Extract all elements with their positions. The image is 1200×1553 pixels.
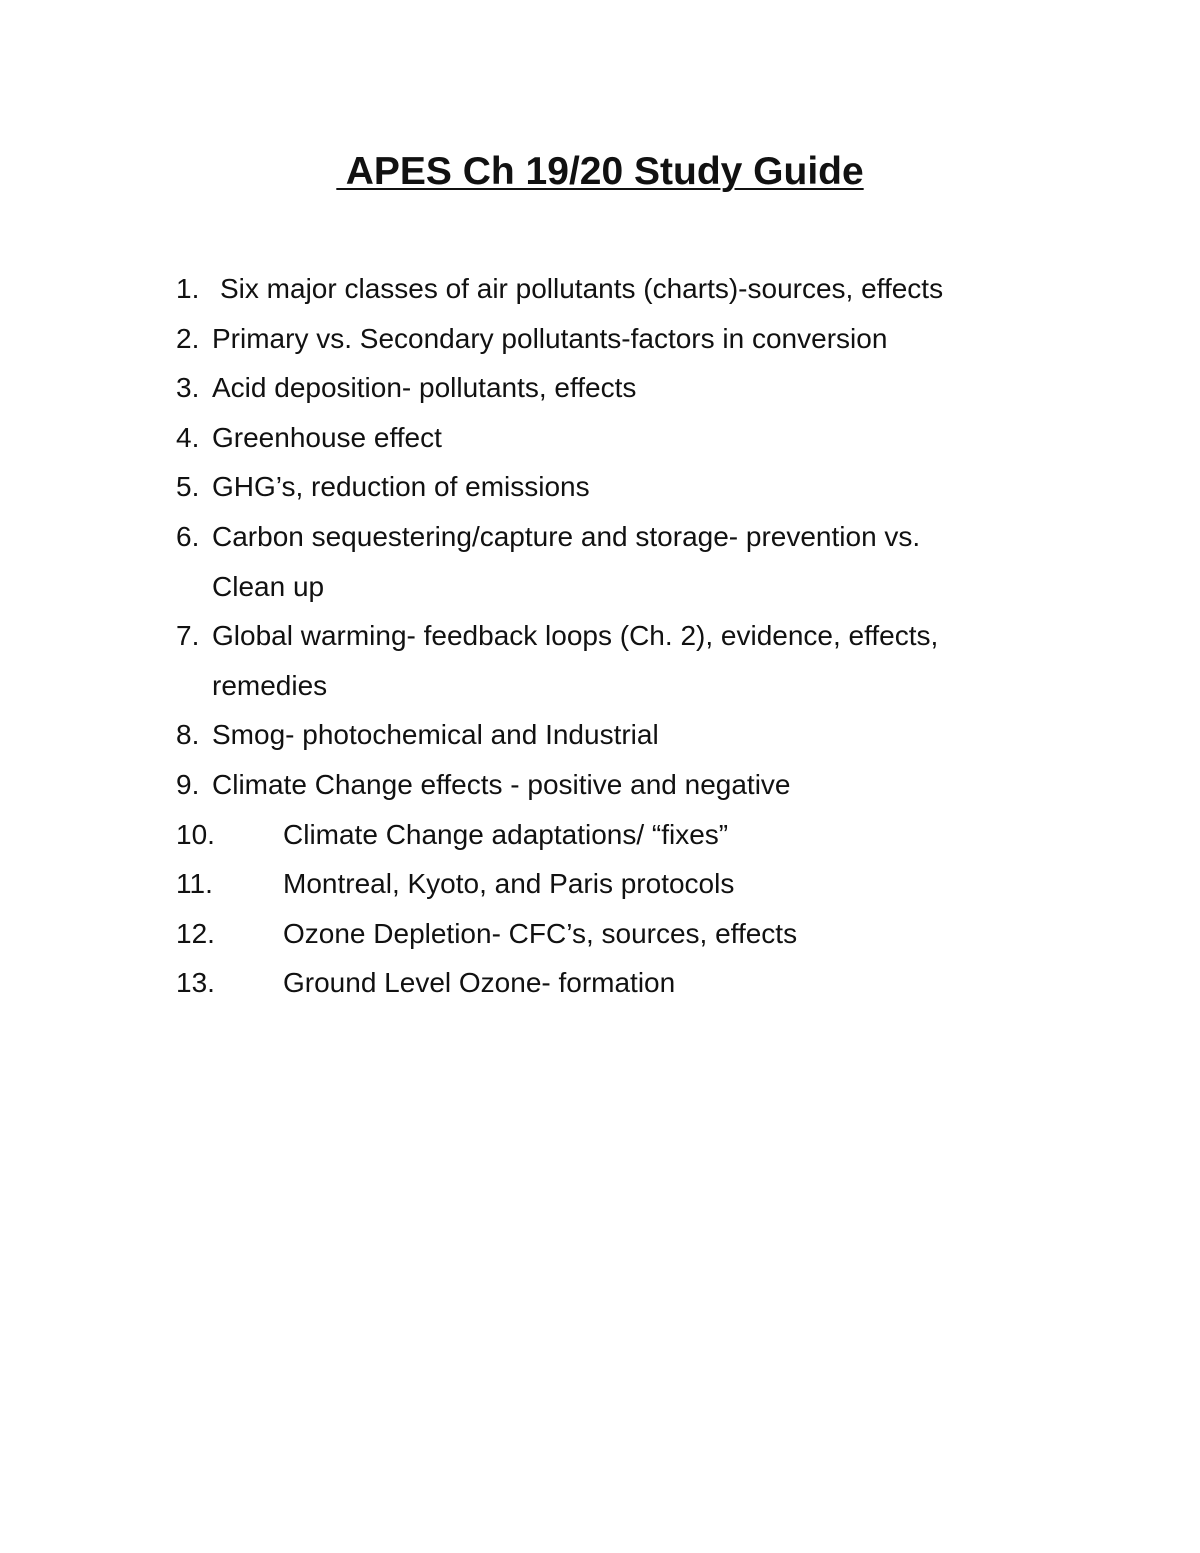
list-item-continuation-text: remedies [212,669,328,701]
list-item-number: 3. [176,372,200,404]
list-item-text: Ozone Depletion- CFC’s, sources, effects [283,917,798,949]
list-item-text: Carbon sequestering/capture and storage- prevention vs. [212,520,921,552]
list-item-text: GHG’s, reduction of emissions [212,471,590,503]
list-item-text: Greenhouse effect [212,421,442,453]
list-item-continuation [0,562,1200,612]
list-item [0,264,1200,314]
study-guide-list [0,264,1200,1008]
page-title-text: APES Ch 19/20 Study Guide [336,150,864,193]
page-title [0,145,1200,199]
list-item [0,909,1200,959]
list-item [0,958,1200,1008]
list-item-continuation-text: Clean up [212,570,325,602]
list-item-number: 6. [176,520,200,552]
list-item-text: Smog- photochemical and Industrial [212,719,659,751]
list-item-text: Six major classes of air pollutants (charts)-sources, effects [220,273,944,304]
list-item-text: Climate Change effects - positive and negative [212,768,791,800]
list-item [0,611,1200,661]
list-item-number: 4. [176,421,200,453]
list-item [0,859,1200,909]
list-item-text: Primary vs. Secondary pollutants-factors in conversion [212,322,888,354]
list-item-number: 12. [176,917,215,949]
list-item [0,363,1200,413]
list-item-number: 10. [176,818,215,850]
list-item [0,314,1200,364]
list-item-continuation [0,661,1200,711]
list-item-text: Ground Level Ozone- formation [283,967,676,999]
list-item-number: 13. [176,967,215,999]
list-item [0,512,1200,562]
list-item-text: Climate Change adaptations/ “fixes” [283,818,729,850]
list-item [0,760,1200,810]
list-item-number: 2. [176,322,200,354]
list-item-number: 9. [176,768,200,800]
list-item-text: Global warming- feedback loops (Ch. 2), evidence, effects, [212,620,939,652]
list-item [0,810,1200,860]
list-item-number: 11. [176,868,213,900]
list-item [0,462,1200,512]
list-item-text: Acid deposition- pollutants, effects [212,372,637,404]
list-item-number: 7. [176,620,200,652]
list-item-number: 5. [176,471,200,503]
list-item-number: 8. [176,719,200,751]
list-item-number: 1. [176,273,200,304]
list-item-text: Montreal, Kyoto, and Paris protocols [283,868,735,900]
list-item [0,413,1200,463]
list-item [0,710,1200,760]
